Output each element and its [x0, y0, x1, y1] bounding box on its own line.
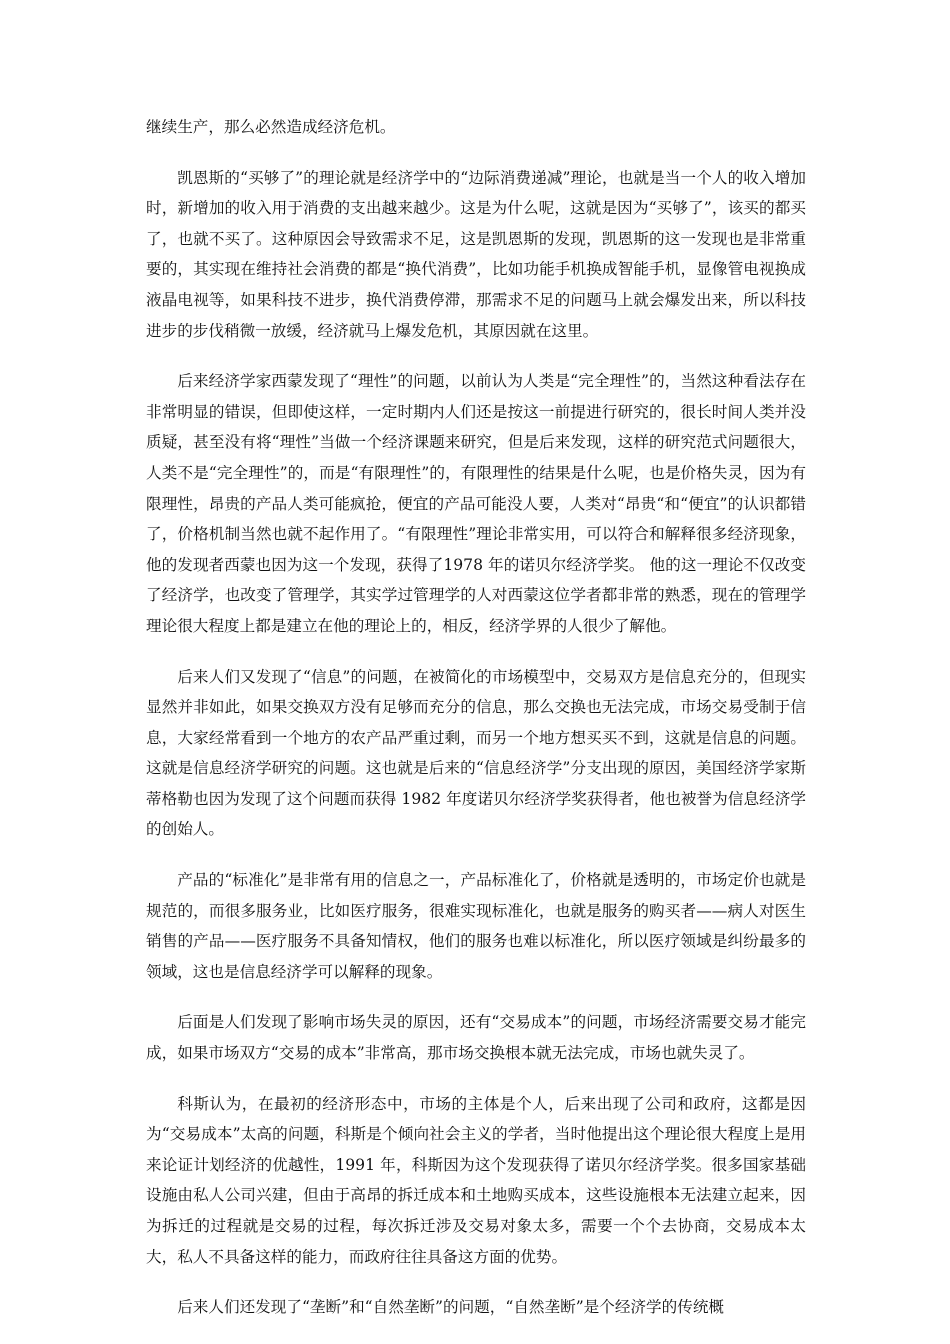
paragraph: 凯恩斯的“买够了”的理论就是经济学中的“边际消费递减”理论，也就是当一个人的收入增加时，新增加的收入用于消费的支出越来越少。这是为什么呢，这就是因为“买够了”，该买的都买了，也就不买了。这种原因会导致需求不足，这是凯恩斯的发现，凯恩斯的这一发现也是非常重要的，其实现在维持社会消费的都是“换代消费”，比如功能手机换成智能手机，显像管电视换成液晶电视等，如果科技不进步，换代消费停滞，那需求不足的问题马上就会爆发出来，所以科技进步的步伐稍微一放缓，经济就马上爆发危机，其原因就在这里。: [146, 168, 806, 340]
document-page: [146, 112, 806, 1343]
paragraph: 后来人们又发现了“信息”的问题，在被简化的市场模型中，交易双方是信息充分的，但现实显然并非如此，如果交换双方没有足够而充分的信息，那么交换也无法完成，市场交易受制于信息，大家经常看到一个地方的农产品严重过剩，而另一个地方想买买不到，这就是信息的问题。这就是信息经济学研究的问题。这也就是后来的“信息经济学”分支出现的原因，美国经济学家斯蒂格勒也因为发现了这个问题而获得 1982 年度诺贝尔经济学奖获得者，他也被誉为信息经济学的创始人。: [146, 667, 806, 839]
paragraph: 后来人们还发现了“垄断”和“自然垄断”的问题，“自然垄断”是个经济学的传统概: [177, 1298, 725, 1317]
paragraph: 继续生产，那么必然造成经济危机。: [146, 118, 396, 136]
paragraph: 科斯认为，在最初的经济形态中，市场的主体是个人，后来出现了公司和政府，这都是因为“交易成本”太高的问题，科斯是个倾向社会主义的学者，当时他提出这个理论很大程度上是用来论证计划经济的优越性，1991 年，科斯因为这个发现获得了诺贝尔经济学奖。很多国家基础设施由私人公司兴建，但由于高昂的拆迁成本和土地购买成本，这些设施根本无法建立起来，因为拆迁的过程就是交易的过程，每次拆迁涉及交易对象太多，需要一个个去协商，交易成本太大，私人不具备这样的能力，而政府往往具备这方面的优势。: [146, 1094, 806, 1266]
paragraph: 后面是人们发现了影响市场失灵的原因，还有“交易成本”的问题，市场经济需要交易才能完成，如果市场双方“交易的成本”非常高，那市场交换根本就无法完成，市场也就失灵了。: [146, 1013, 806, 1063]
paragraph: 后来经济学家西蒙发现了“理性”的问题，以前认为人类是“完全理性”的，当然这种看法存在非常明显的错误，但即使这样，一定时期内人们还是按这一前提进行研究的，很长时间人类并没质疑，甚至没有将“理性”当做一个经济课题来研究，但是后来发现，这样的研究范式问题很大，人类不是“完全理性”的，而是“有限理性”的，有限理性的结果是什么呢，也是价格失灵，因为有限理性，昂贵的产品人类可能疯抢，便宜的产品可能没人要，人类对“昂贵“和“便宜”的认识都错了，价格机制当然也就不起作用了。“有限理性”理论非常实用，可以符合和解释很多经济现象，他的发现者西蒙也因为这一个发现，获得了1978 年的诺贝尔经济学奖。 他的这一理论不仅改变了经济学，也改变了管理学，其实学过管理学的人对西蒙这位学者都非常的熟悉，现在的管理学理论很大程度上都是建立在他的理论上的，相反，经济学界的人很少了解他。: [146, 372, 806, 635]
paragraph: 产品的“标准化”是非常有用的信息之一，产品标准化了，价格就是透明的，市场定价也就是规范的，而很多服务业，比如医疗服务，很难实现标准化，也就是服务的购买者——病人对医生销售的产品——医疗服务不具备知情权，他们的服务也难以标准化，所以医疗领域是纠纷最多的领域，这也是信息经济学可以解释的现象。: [146, 871, 806, 981]
